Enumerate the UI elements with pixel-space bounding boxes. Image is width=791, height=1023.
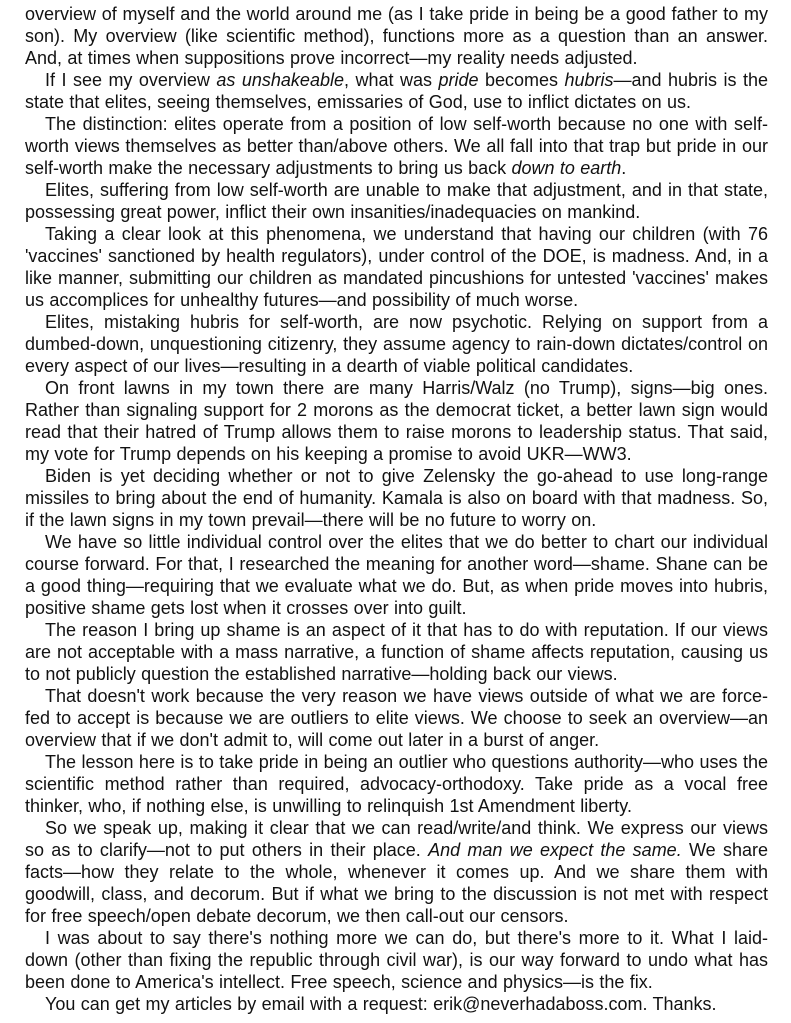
paragraph-unshakeable-hubris	[25, 69, 768, 113]
paragraph-email-signoff	[25, 993, 768, 1015]
paragraph-vaccines-doe	[25, 223, 768, 311]
text-run: I was about to say there's nothing more we can do, but there's more to it. What I laid-down (other than fixing the republic through civil war), is our way forward to undo what has been done to America's intellect. Free speech, science and physics—is the fix.	[25, 928, 768, 992]
paragraph-elites-adjustment	[25, 179, 768, 223]
paragraph-biden-zelensky	[25, 465, 768, 531]
paragraph-continuation	[25, 3, 768, 69]
paragraph-shame-research	[25, 531, 768, 619]
text-run: So we speak up, making it clear that we can read/write/and think. We express our views so as to clarify—not to put others in their place.	[25, 818, 768, 860]
paragraph-lesson-pride	[25, 751, 768, 817]
paragraph-shame-reputation	[25, 619, 768, 685]
italic-text-run: pride	[438, 70, 479, 90]
text-run: Elites, mistaking hubris for self-worth, are now psychotic. Relying on support from a dumbed-down, unquestioning citizenry, they assume agency to rain-down dictates/control on every aspect of our lives—resulting in a dearth of viable political candidates.	[25, 312, 768, 376]
text-run: becomes	[478, 70, 565, 90]
text-run: The lesson here is to take pride in being an outlier who questions authority—who uses the scientific method rather than required, advocacy-orthodoxy. Take pride as a vocal free thinker, who, if nothing else, is unwilling to relinquish 1st Amendment liberty.	[25, 752, 768, 816]
italic-text-run: down to earth	[511, 158, 622, 178]
text-run: , what was	[343, 70, 439, 90]
text-run: The distinction: elites operate from a position of low self-worth because no one with self-worth views themselves as better than/above others. We all fall into that trap but pride in our self-worth make the necessary adjustments to bring us back	[25, 114, 768, 178]
text-run: Elites, suffering from low self-worth are unable to make that adjustment, and in that state, possessing great power, inflict their own insanities/inadequacies on mankind.	[25, 180, 768, 222]
paragraph-distinction	[25, 113, 768, 179]
paragraph-outliers	[25, 685, 768, 751]
text-run: On front lawns in my town there are many Harris/Walz (no Trump), signs—big ones. Rather than signaling support for 2 morons as the democrat ticket, a better lawn sign would read that their hatred of Trump allows them to raise morons to leadership status. That said, my vote for Trump depends on his keeping a promise to avoid UKR—WW3.	[25, 378, 768, 464]
paragraph-lawn-signs	[25, 377, 768, 465]
text-run: Biden is yet deciding whether or not to give Zelensky the go-ahead to use long-range missiles to bring about the end of humanity. Kamala is also on board with that madness. So, if the lawn signs in my town prevail—there will be no future to worry on.	[25, 466, 768, 530]
italic-text-run: And man we expect the same.	[428, 840, 682, 860]
text-run: overview of myself and the world around me (as I take pride in being be a good father to my son). My overview (like scientific method), functions more as a question than an answer. And, at times when suppositions prove incorrect—my reality needs adjusted.	[25, 4, 768, 68]
text-run: That doesn't work because the very reason we have views outside of what we are force-fed to accept is because we are outliers to elite views. We choose to seek an overview—an overview that if we don't admit to, will come out later in a burst of anger.	[25, 686, 768, 750]
text-run: We have so little individual control over the elites that we do better to chart our individual course forward. For that, I researched the meaning for another word—shame. Shane can be a good thing—requiring that we evaluate what we do. But, as when pride moves into hubris, positive shame gets lost when it crosses over into guilt.	[25, 532, 768, 618]
text-run: You can get my articles by email with a request: erik@neverhadaboss.com. Thanks.	[45, 994, 717, 1014]
text-run: The reason I bring up shame is an aspect of it that has to do with reputation. If our views are not acceptable with a mass narrative, a function of shame affects reputation, causing us to not publicly question the established narrative—holding back our views.	[25, 620, 768, 684]
italic-text-run: hubris	[564, 70, 614, 90]
text-run: .	[621, 158, 627, 178]
text-run: —and hubris is the state that elites, seeing themselves, emissaries of God, use to inflict dictates on us.	[25, 70, 768, 112]
paragraph-psychotic-elites	[25, 311, 768, 377]
text-run: If I see my overview	[45, 70, 217, 90]
paragraph-speak-up	[25, 817, 768, 927]
paragraph-way-forward	[25, 927, 768, 993]
text-run: We share facts—how they relate to the whole, whenever it comes up. And we share them with goodwill, class, and decorum. But if what we bring to the discussion is not met with respect for free speech/open debate decorum, we then call-out our censors.	[25, 840, 768, 926]
italic-text-run: as unshakeable	[216, 70, 344, 90]
text-run: Taking a clear look at this phenomena, we understand that having our children (with 76 'vaccines' sanctioned by health regulators), under control of the DOE, is madness. And, in a like manner, submitting our children as mandated pincushions for untested 'vaccines' makes us accomplices for unhealthy futures—and possibility of much worse.	[25, 224, 768, 310]
